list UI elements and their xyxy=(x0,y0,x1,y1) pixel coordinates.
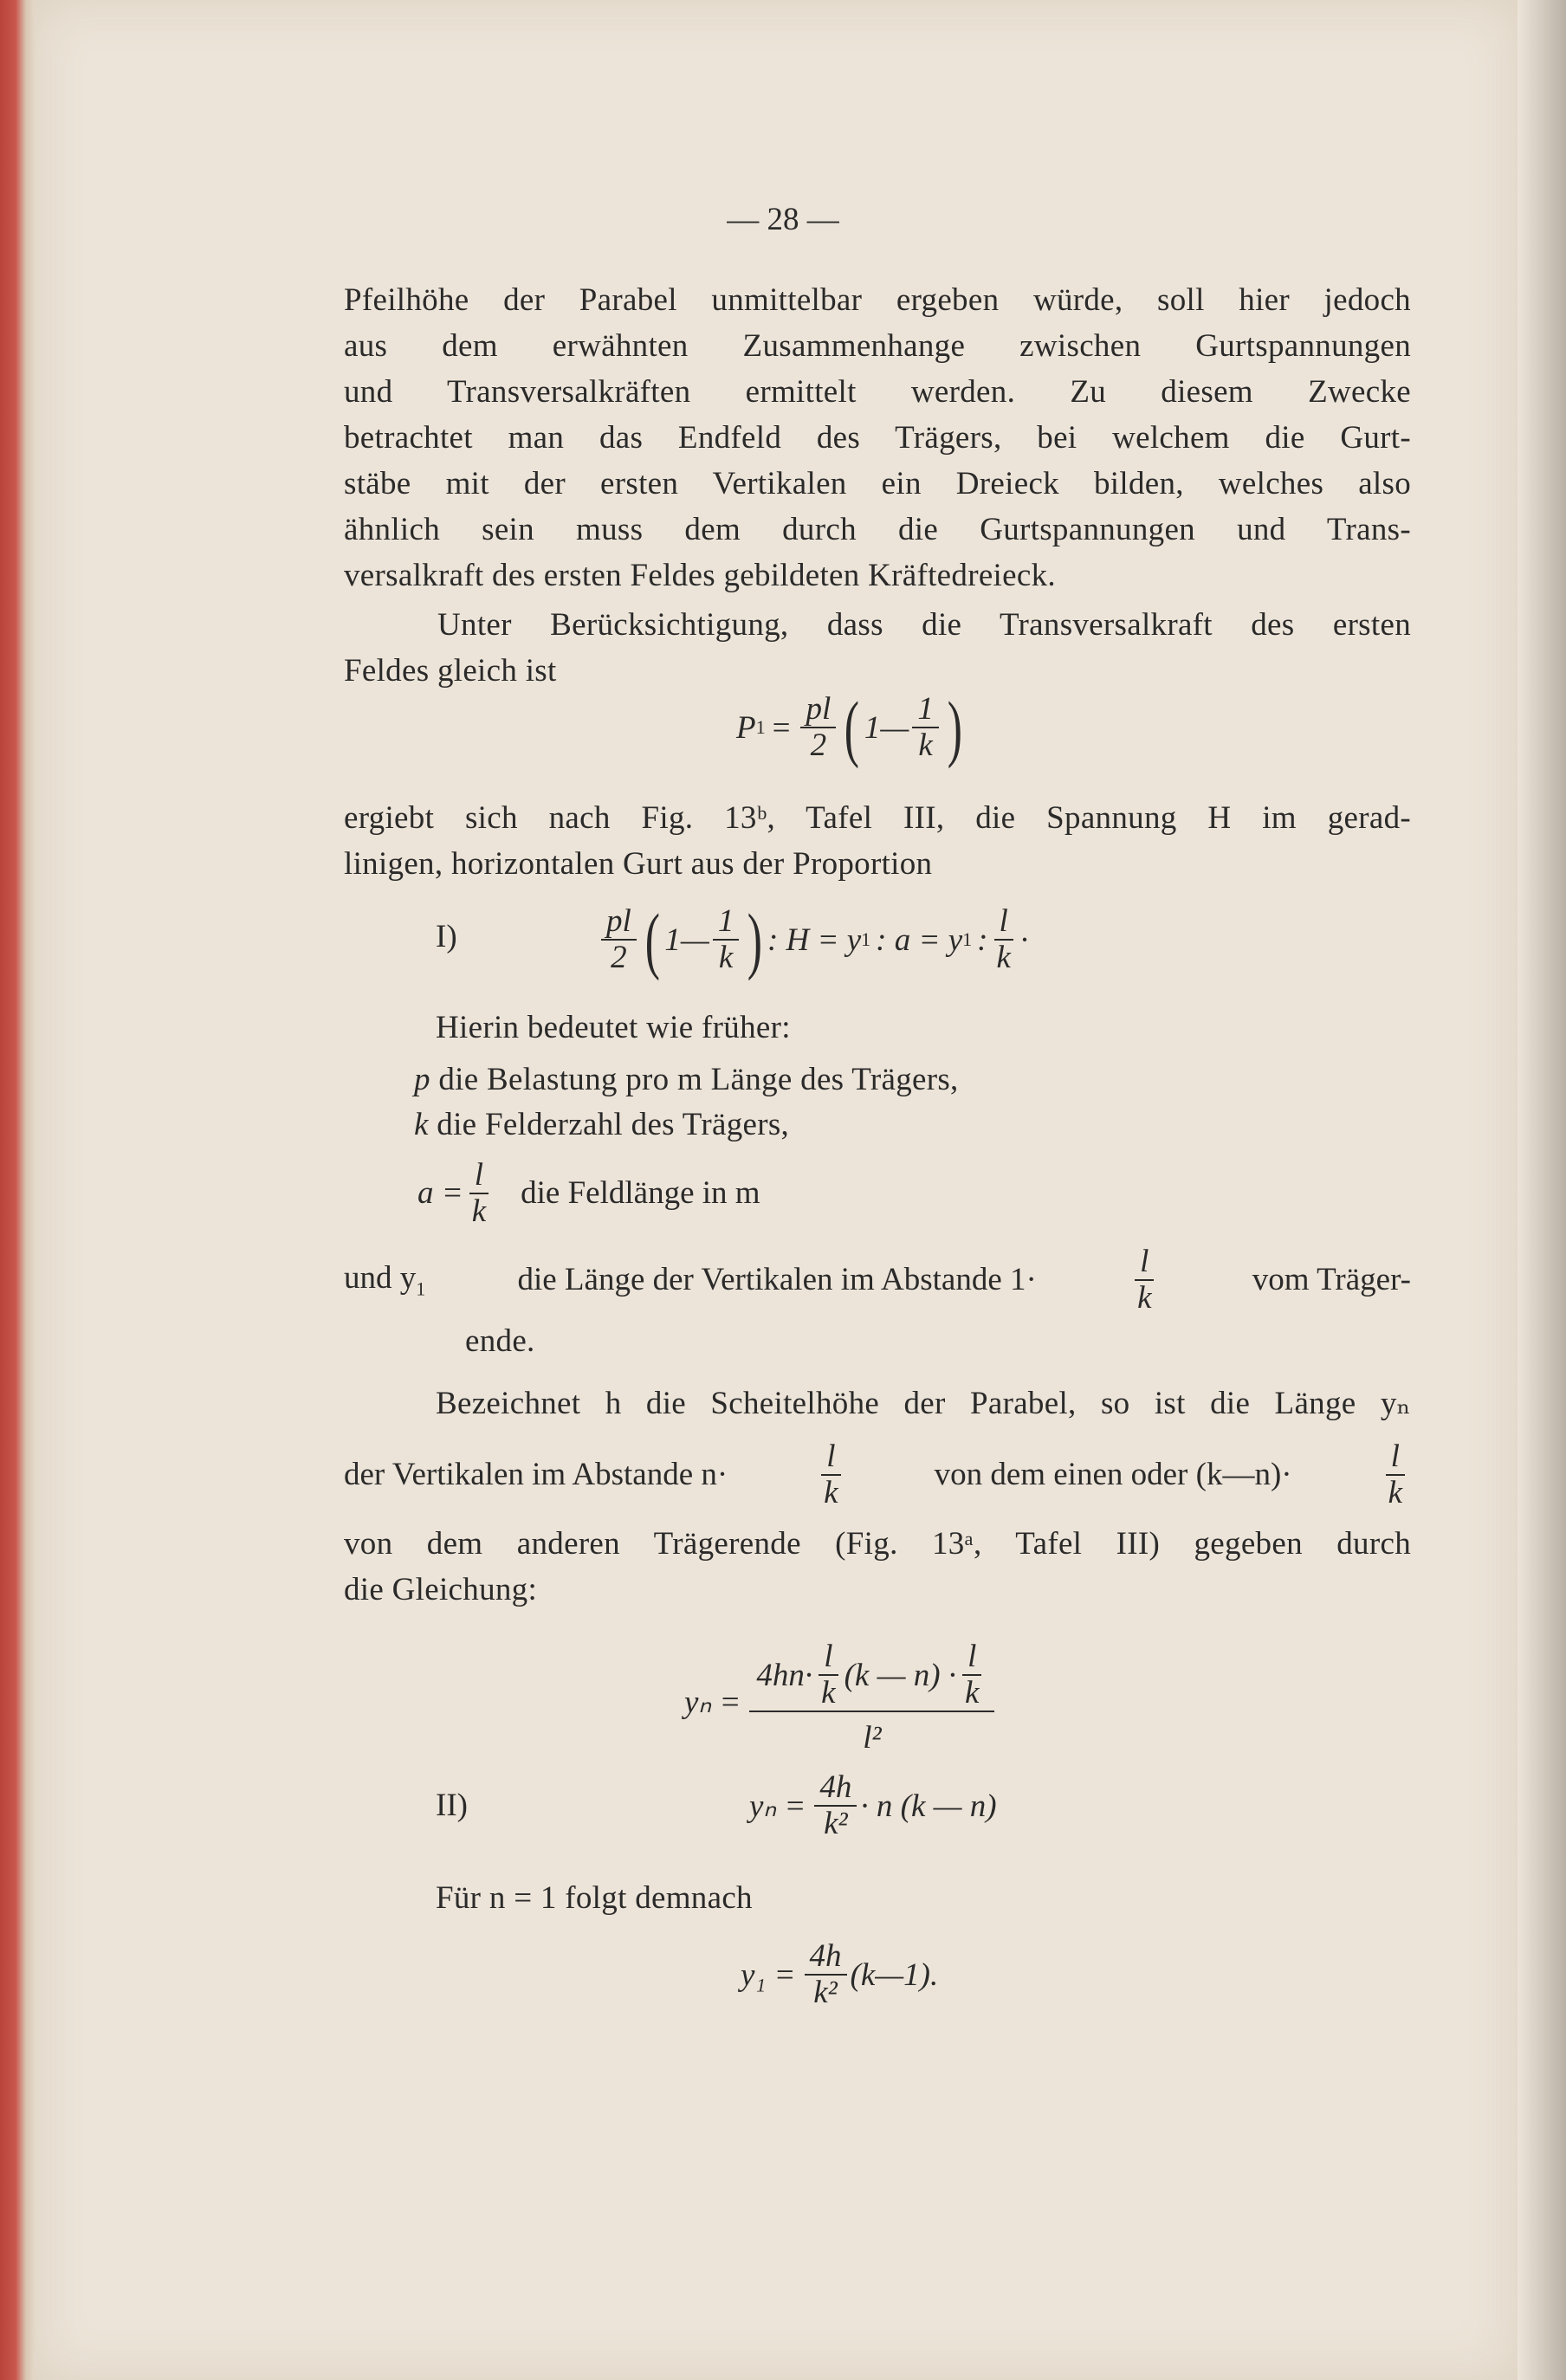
definition-a xyxy=(417,1152,760,1234)
book-spine xyxy=(0,0,35,2380)
fraction-denominator: 2 xyxy=(810,728,827,763)
fraction-numerator: pl xyxy=(601,904,637,941)
text-fragment: von dem einen oder (k—n)· xyxy=(934,1457,1292,1492)
formula-symbol: yₙ = xyxy=(749,1788,806,1824)
text-line: aus dem erwähnten Zusammenhange zwischen Gurtspannungen xyxy=(344,328,1411,364)
equation-label-II: II) xyxy=(436,1788,468,1823)
text-line: betrachtet man das Endfeld des Trägers, bei welchem die Gurt- xyxy=(344,420,1411,456)
fraction-denominator: k xyxy=(918,728,933,763)
fraction-denominator: k xyxy=(821,1675,836,1711)
fraction-numerator: l xyxy=(469,1158,489,1194)
fraction-denominator: k xyxy=(965,1675,980,1711)
fraction-numerator: 1 xyxy=(912,692,939,728)
big-fraction xyxy=(749,1639,994,1764)
formula-term: 1— xyxy=(664,922,709,958)
formula-term: (k—1). xyxy=(850,1956,939,1993)
fraction-denominator: 2 xyxy=(611,940,627,975)
fraction xyxy=(816,1639,840,1711)
paragraph-5-line-2 xyxy=(344,1433,1411,1516)
fraction xyxy=(800,692,836,763)
fraction-denominator: k xyxy=(1137,1279,1152,1316)
definition-symbol: a = xyxy=(417,1175,463,1211)
fraction xyxy=(601,904,637,975)
fraction xyxy=(814,1770,857,1841)
conclusion-line: Für n = 1 folgt demnach xyxy=(436,1880,753,1916)
page-edge xyxy=(1517,0,1566,2380)
formula-II xyxy=(749,1762,997,1849)
formula-term: : a = y xyxy=(876,922,963,958)
fraction xyxy=(467,1158,491,1229)
fraction xyxy=(912,692,939,763)
text-fragment: der Vertikalen im Abstande n· xyxy=(344,1457,728,1492)
formula-I xyxy=(598,896,1030,983)
formula-subscript: 1 xyxy=(861,928,871,950)
paren-open: ( xyxy=(644,898,660,981)
formula-term: 4hn· xyxy=(756,1657,813,1693)
definition-k xyxy=(414,1102,1481,1148)
definition-symbol: k xyxy=(414,1107,429,1142)
formula-symbol: yₙ = xyxy=(684,1685,741,1720)
fraction-numerator: l xyxy=(994,904,1013,941)
text-fragment-a: und y xyxy=(344,1259,417,1296)
text-line: Bezeichnet h die Scheitelhöhe der Parabel, so ist die Länge yₙ xyxy=(436,1386,1411,1421)
fraction-numerator: l xyxy=(821,1439,840,1476)
text-line: und Transversalkräften ermittelt werden. Zu diesem Zwecke xyxy=(344,374,1411,410)
fraction xyxy=(819,1439,843,1510)
fraction xyxy=(991,904,1015,975)
paren-close: ) xyxy=(947,686,962,769)
fraction xyxy=(805,1939,847,2010)
text-line: von dem anderen Trägerende (Fig. 13ᵃ, Tafel III) gegeben durch xyxy=(344,1526,1411,1562)
formula-operator: = xyxy=(772,709,791,746)
formula-subscript: 1 xyxy=(962,928,973,950)
formula-y1 xyxy=(741,1931,938,2018)
formula-symbol: P xyxy=(736,709,756,746)
text-line: ende. xyxy=(465,1323,535,1359)
fraction xyxy=(1383,1439,1407,1510)
formula-p1 xyxy=(736,684,967,771)
formula-term: : xyxy=(977,922,988,958)
text-line: linigen, horizontalen Gurt aus der Proportion xyxy=(344,846,933,882)
fraction xyxy=(1132,1245,1156,1316)
fraction-denominator: k xyxy=(1388,1474,1402,1510)
text-line: stäbe mit der ersten Vertikalen ein Dreieck bilden, welches also xyxy=(344,466,1411,501)
fraction-numerator: pl xyxy=(800,692,836,728)
formula-yn xyxy=(684,1620,994,1784)
text-line: ähnlich sein muss dem durch die Gurtspannungen und Trans- xyxy=(344,512,1411,547)
fraction-denominator: k xyxy=(718,940,734,975)
fraction xyxy=(713,904,740,975)
text-line: die Gleichung: xyxy=(344,1572,538,1607)
formula-symbol: y₁ = xyxy=(741,1956,796,1993)
fraction-denominator: k xyxy=(824,1474,838,1510)
formula-term: · n (k — n) xyxy=(860,1788,997,1824)
text-fragment: vom Träger- xyxy=(1252,1262,1411,1297)
formula-term: · xyxy=(1019,922,1031,958)
formula-term: (k — n) · xyxy=(844,1657,957,1693)
equation-label-I: I) xyxy=(436,919,457,954)
text-line: ergiebt sich nach Fig. 13ᵇ, Tafel III, die Spannung H im gerad- xyxy=(344,800,1411,836)
paragraph-4-line xyxy=(344,1239,1411,1321)
definitions-intro: Hierin bedeutet wie früher: xyxy=(436,1010,791,1045)
paren-close: ) xyxy=(747,898,763,981)
definition-text: die Feldlänge in m xyxy=(521,1175,760,1211)
page-number: — 28 — xyxy=(727,202,839,237)
formula-subscript: 1 xyxy=(416,1277,426,1300)
definition-text: die Belastung pro m Länge des Trägers, xyxy=(438,1062,959,1097)
big-fraction-denominator: l² xyxy=(863,1720,882,1756)
paren-open: ( xyxy=(844,686,860,769)
fraction-numerator: l xyxy=(1135,1245,1154,1281)
fraction xyxy=(960,1639,984,1711)
definition-p xyxy=(414,1057,1481,1103)
text-line: Unter Berücksichtigung, dass die Transversalkraft des ersten xyxy=(437,607,1411,643)
big-fraction-numerator xyxy=(749,1639,994,1712)
fraction-numerator: 4h xyxy=(814,1770,857,1807)
text-line: Feldes gleich ist xyxy=(344,653,557,689)
definition-symbol: p xyxy=(414,1062,430,1097)
formula-term: 1— xyxy=(864,709,909,746)
fraction-numerator: 1 xyxy=(713,904,740,941)
definition-text: die Felderzahl des Trägers, xyxy=(437,1107,790,1142)
fraction-numerator: 4h xyxy=(805,1939,847,1976)
text-fragment: die Länge der Vertikalen im Abstande 1· xyxy=(517,1262,1037,1297)
fraction-numerator: l xyxy=(1386,1439,1405,1476)
fraction-denominator: k xyxy=(996,940,1011,975)
fraction-denominator: k xyxy=(471,1193,487,1229)
fraction-denominator: k² xyxy=(813,1975,838,2010)
fraction-numerator: l xyxy=(819,1639,838,1676)
text-fragment xyxy=(344,1259,425,1300)
fraction-denominator: k² xyxy=(824,1806,848,1841)
text-line: Pfeilhöhe der Parabel unmittelbar ergeben würde, soll hier jedoch xyxy=(344,282,1411,318)
text-line: versalkraft des ersten Feldes gebildeten Kräftedreieck. xyxy=(344,558,1056,593)
formula-subscript: 1 xyxy=(755,716,766,738)
fraction-numerator: l xyxy=(962,1639,981,1676)
formula-term: : H = y xyxy=(767,922,862,958)
